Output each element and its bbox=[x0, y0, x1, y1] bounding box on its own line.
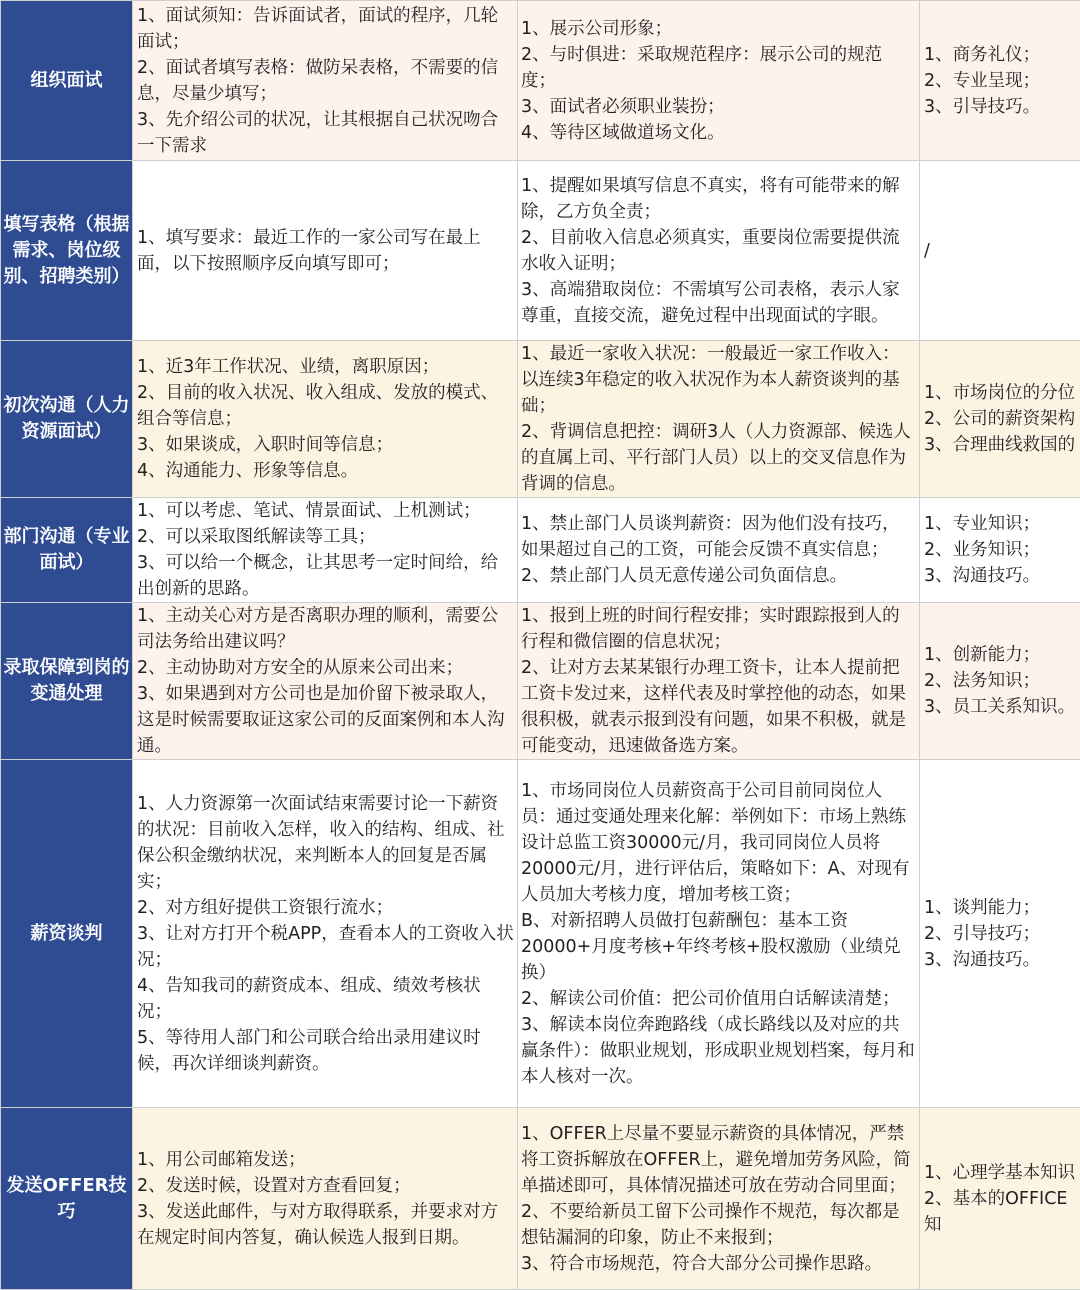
list-item: 2、基本的OFFICE知 bbox=[924, 1186, 1078, 1238]
skill-cell bbox=[920, 1108, 1080, 1290]
list-item: B、对新招聘人员做打包薪酬包：基本工资20000+月度考核+年终考核+股权激励（业绩兑换） bbox=[521, 908, 917, 986]
list-item: 1、商务礼仪； bbox=[924, 42, 1078, 68]
row-label: 初次沟通（人力资源面试） bbox=[1, 341, 133, 498]
list-item: 2、法务知识； bbox=[924, 668, 1078, 694]
list-item: 4、沟通能力、形象等信息。 bbox=[137, 458, 515, 484]
list-item: 2、面试者填写表格：做防呆表格，不需要的信息，尽量少填写； bbox=[137, 55, 515, 107]
list-item: 1、禁止部门人员谈判薪资：因为他们没有技巧，如果超过自己的工资，可能会反馈不真实信息； bbox=[521, 511, 917, 563]
list-item: 1、填写要求：最近工作的一家公司写在最上面，以下按照顺序反向填写即可； bbox=[137, 225, 515, 277]
list-item: 3、合理曲线救国的 bbox=[924, 432, 1078, 458]
list-item: 1、用公司邮箱发送； bbox=[137, 1147, 515, 1173]
list-item: 1、展示公司形象； bbox=[521, 16, 917, 42]
list-item: 1、主动关心对方是否离职办理的顺利，需要公司法务给出建议吗？ bbox=[137, 603, 515, 655]
list-item: 1、市场岗位的分位 bbox=[924, 380, 1078, 406]
table-row bbox=[1, 1, 1080, 161]
list-item: 4、告知我司的薪资成本、组成、绩效考核状况； bbox=[137, 973, 515, 1025]
list-item: 2、背调信息把控：调研3人（人力资源部、候选人的直属上司、平行部门人员）以上的交叉信息作为背调的信息。 bbox=[521, 419, 917, 497]
note-cell bbox=[518, 603, 920, 760]
list-item: 3、发送此邮件，与对方取得联系，并要求对方在规定时间内答复，确认候选人报到日期。 bbox=[137, 1199, 515, 1251]
list-item: 2、不要给新员工留下公司操作不规范，每次都是想钻漏洞的印象，防止不来报到； bbox=[521, 1199, 917, 1251]
list-item: 3、让对方打开个税APP，查看本人的工资收入状况； bbox=[137, 921, 515, 973]
list-item: 2、发送时候，设置对方查看回复； bbox=[137, 1173, 515, 1199]
list-item: 2、专业呈现； bbox=[924, 68, 1078, 94]
list-item: 2、与时俱进：采取规范程序：展示公司的规范度； bbox=[521, 42, 917, 94]
note-cell bbox=[518, 498, 920, 603]
table-row bbox=[1, 161, 1080, 341]
note-cell bbox=[518, 1108, 920, 1290]
table-row bbox=[1, 760, 1080, 1108]
list-item: 2、解读公司价值：把公司价值用白话解读清楚； bbox=[521, 986, 917, 1012]
list-item: 3、符合市场规范，符合大部分公司操作思路。 bbox=[521, 1251, 917, 1277]
list-item: 1、报到上班的时间行程安排；实时跟踪报到人的行程和微信圈的信息状况； bbox=[521, 603, 917, 655]
row-label: 组织面试 bbox=[1, 1, 133, 161]
table-row bbox=[1, 341, 1080, 498]
method-cell bbox=[133, 498, 518, 603]
list-item: 1、近3年工作状况、业绩，离职原因； bbox=[137, 354, 515, 380]
list-item: 1、创新能力； bbox=[924, 642, 1078, 668]
list-item: 3、先介绍公司的状况，让其根据自己状况吻合一下需求 bbox=[137, 107, 515, 159]
list-item: 3、高端猎取岗位：不需填写公司表格，表示人家尊重，直接交流，避免过程中出现面试的字眼。 bbox=[521, 277, 917, 329]
list-item: 3、可以给一个概念，让其思考一定时间给，给出创新的思路。 bbox=[137, 550, 515, 602]
method-cell bbox=[133, 161, 518, 341]
list-item: 2、禁止部门人员无意传递公司负面信息。 bbox=[521, 563, 917, 589]
list-item: 2、可以采取图纸解读等工具； bbox=[137, 524, 515, 550]
table-row bbox=[1, 603, 1080, 760]
row-label: 部门沟通（专业面试） bbox=[1, 498, 133, 603]
list-item: 3、如果遇到对方公司也是加价留下被录取人，这是时候需要取证这家公司的反面案例和本人沟通。 bbox=[137, 681, 515, 759]
note-cell bbox=[518, 760, 920, 1108]
list-item: 2、目前的收入状况、收入组成、发放的模式、组合等信息； bbox=[137, 380, 515, 432]
skill-cell bbox=[920, 760, 1080, 1108]
list-item: 1、可以考虑、笔试、情景面试、上机测试； bbox=[137, 498, 515, 524]
skill-cell bbox=[920, 1, 1080, 161]
list-item: 1、最近一家收入状况：一般最近一家工作收入：以连续3年稳定的收入状况作为本人薪资谈判的基础； bbox=[521, 341, 917, 419]
list-item: 1、专业知识； bbox=[924, 511, 1078, 537]
list-item: 1、人力资源第一次面试结束需要讨论一下薪资的状况：目前收入怎样，收入的结构、组成、社保公积金缴纳状况，来判断本人的回复是否属实； bbox=[137, 791, 515, 895]
list-item: 2、让对方去某某银行办理工资卡，让本人提前把工资卡发过来，这样代表及时掌控他的动态，如果很积极，就表示报到没有问题，如果不积极，就是可能变动，迅速做备选方案。 bbox=[521, 655, 917, 759]
list-item: 3、员工关系知识。 bbox=[924, 694, 1078, 720]
note-cell bbox=[518, 1, 920, 161]
list-item: 1、面试须知：告诉面试者，面试的程序，几轮面试； bbox=[137, 3, 515, 55]
list-item: 4、等待区域做道场文化。 bbox=[521, 120, 917, 146]
skill-cell bbox=[920, 161, 1080, 341]
list-item: 5、等待用人部门和公司联合给出录用建议时候，再次详细谈判薪资。 bbox=[137, 1025, 515, 1077]
skill-cell bbox=[920, 341, 1080, 498]
list-item: 2、目前收入信息必须真实，重要岗位需要提供流水收入证明； bbox=[521, 225, 917, 277]
method-cell bbox=[133, 1, 518, 161]
list-item: 1、OFFER上尽量不要显示薪资的具体情况，严禁将工资拆解放在OFFER上，避免增加劳务风险，简单描述即可，具体情况描述可放在劳动合同里面； bbox=[521, 1121, 917, 1199]
method-cell bbox=[133, 341, 518, 498]
list-item: 3、沟通技巧。 bbox=[924, 947, 1078, 973]
list-item: 3、沟通技巧。 bbox=[924, 563, 1078, 589]
list-item: 3、解读本岗位奔跑路线（成长路线以及对应的共赢条件）：做职业规划，形成职业规划档案，每月和本人核对一次。 bbox=[521, 1012, 917, 1090]
skill-cell bbox=[920, 498, 1080, 603]
list-item: 1、心理学基本知识 bbox=[924, 1160, 1078, 1186]
note-cell bbox=[518, 341, 920, 498]
list-item: 2、公司的薪资架构 bbox=[924, 406, 1078, 432]
table-row bbox=[1, 1108, 1080, 1290]
list-item: 3、引导技巧。 bbox=[924, 94, 1078, 120]
row-label: 填写表格（根据需求、岗位级别、招聘类别） bbox=[1, 161, 133, 341]
list-item: / bbox=[924, 238, 1078, 264]
method-cell bbox=[133, 1108, 518, 1290]
note-cell bbox=[518, 161, 920, 341]
list-item: 2、对方组好提供工资银行流水； bbox=[137, 895, 515, 921]
method-cell bbox=[133, 603, 518, 760]
row-label: 录取保障到岗的变通处理 bbox=[1, 603, 133, 760]
list-item: 2、业务知识； bbox=[924, 537, 1078, 563]
table-row bbox=[1, 498, 1080, 603]
list-item: 1、提醒如果填写信息不真实，将有可能带来的解除，乙方负全责； bbox=[521, 173, 917, 225]
list-item: 2、主动协助对方安全的从原来公司出来； bbox=[137, 655, 515, 681]
list-item: 3、面试者必须职业装扮； bbox=[521, 94, 917, 120]
skill-cell bbox=[920, 603, 1080, 760]
list-item: 2、引导技巧； bbox=[924, 921, 1078, 947]
list-item: 3、如果谈成，入职时间等信息； bbox=[137, 432, 515, 458]
method-cell bbox=[133, 760, 518, 1108]
list-item: 1、谈判能力； bbox=[924, 895, 1078, 921]
list-item: 1、市场同岗位人员薪资高于公司目前同岗位人员：通过变通处理来化解：举例如下：市场上熟练设计总监工资30000元/月，我司同岗位人员将20000元/月，进行评估后，策略如下：A、对现有人员加大考核力度，增加考核工资； bbox=[521, 778, 917, 908]
row-label: 薪资谈判 bbox=[1, 760, 133, 1108]
row-label: 发送OFFER技巧 bbox=[1, 1108, 133, 1290]
